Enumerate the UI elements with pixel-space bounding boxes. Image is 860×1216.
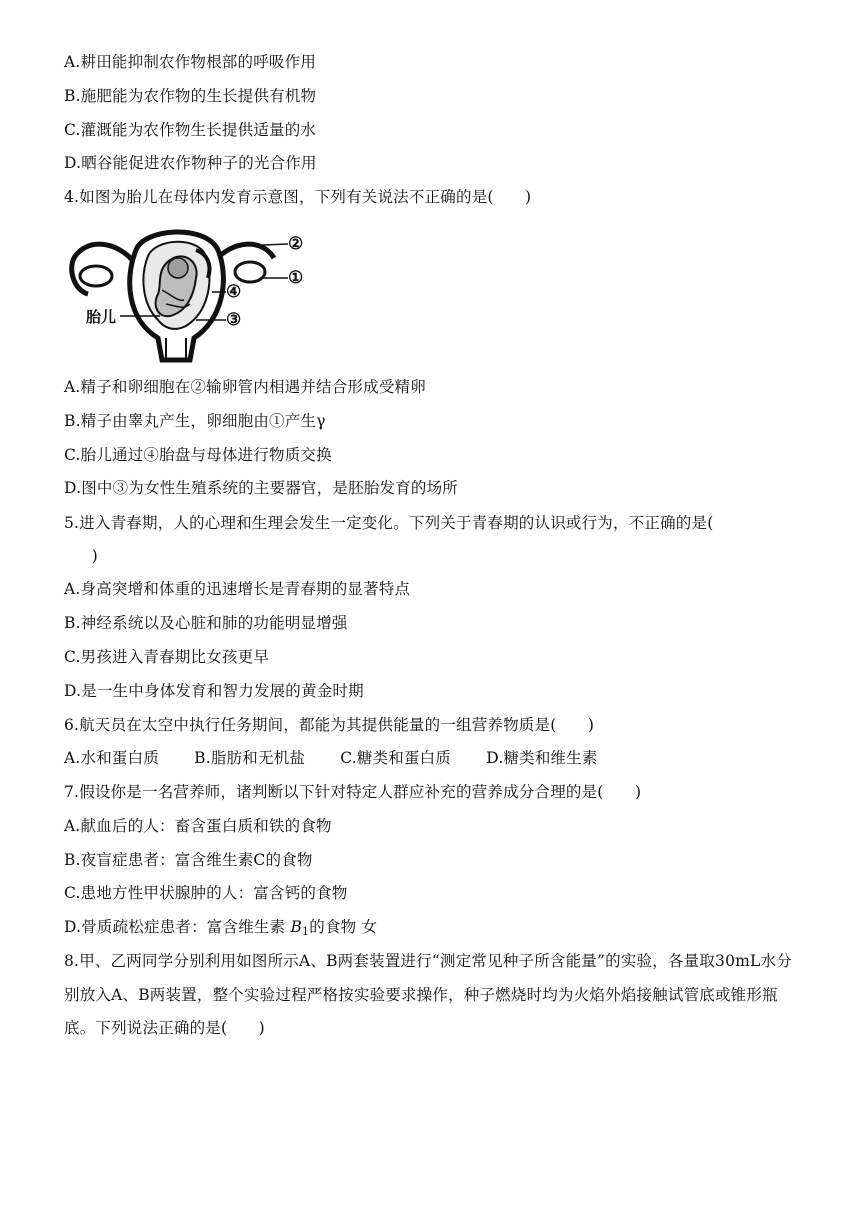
q7-option-d-subscript: 1 (302, 925, 310, 938)
q4-option-a: A.精子和卵细胞在②输卵管内相遇并结合形成受精卵 (64, 378, 426, 396)
q3-option-c: C.灌溉能为农作物生长提供适量的水 (64, 121, 317, 139)
q5-stem-line1: 5.进入青春期，人的心理和生理会发生一定变化。下列关于青春期的认识或行为，不正确的是( (64, 514, 714, 532)
q6-option-b: B.脂肪和无机盐 (194, 749, 306, 767)
q6-option-d: D.糖类和维生素 (486, 749, 598, 767)
q7-option-d-suffix: 的食物 女 (309, 918, 378, 936)
fetus-uterus-figure (66, 220, 306, 368)
figure-marker-2: ② (288, 234, 304, 254)
q6-option-a: A.水和蛋白质 (64, 749, 160, 767)
q6-stem: 6.航天员在太空中执行任务期间，都能为其提供能量的一组营养物质是( ) (64, 716, 595, 734)
q5-option-d: D.是一生中身体发育和智力发展的黄金时期 (64, 682, 364, 700)
q3-option-a: A.耕田能抑制农作物根部的呼吸作用 (64, 53, 317, 71)
q7-option-b: B.夜盲症患者：富含维生素C的食物 (64, 851, 313, 869)
figure-marker-1: ① (288, 268, 304, 288)
q6-options-row (64, 747, 628, 769)
q3-option-b: B.施肥能为农作物的生长提供有机物 (64, 87, 317, 105)
q5-option-a: A.身高突增和体重的迅速增长是青春期的显著特点 (64, 580, 411, 598)
q3-option-d: D.晒谷能促进农作物种子的光合作用 (64, 154, 317, 172)
q7-option-d (64, 916, 377, 943)
q5-option-c: C.男孩进入青春期比女孩更早 (64, 648, 270, 666)
q7-option-c: C.患地方性甲状腺肿的人：富含钙的食物 (64, 884, 348, 902)
q4-option-b: B.精子由睾丸产生，卵细胞由①产生γ (64, 412, 326, 430)
q4-option-d: D.图中③为女性生殖系统的主要器官，是胚胎发育的场所 (64, 479, 459, 497)
q5-option-b: B.神经系统以及心脏和肺的功能明显增强 (64, 614, 348, 632)
q7-option-a: A.献血后的人：畜含蛋白质和铁的食物 (64, 817, 332, 835)
uterus-diagram-icon (66, 220, 306, 368)
figure-marker-4: ④ (226, 282, 242, 302)
q7-stem: 7.假设你是一名营养师，诸判断以下针对特定人群应补充的营养成分合理的是( ) (64, 783, 642, 801)
q6-option-c: C.糖类和蛋白质 (340, 749, 452, 767)
figure-label-fetus: 胎儿 (86, 308, 117, 326)
q8-stem: 8.甲、乙两同学分别利用如图所示A、B两套装置进行“测定常见种子所含能量”的实验，各量取30mL水分别放入A、B两装置，整个实验过程严格按实验要求操作，种子燃烧时均为火焰外焰接触试管底或锥形瓶底。下列说法正确的是( ) (64, 952, 792, 1037)
figure-marker-3: ③ (226, 310, 242, 330)
q7-option-d-prefix: D.骨质疏松症患者：富含维生素 (64, 918, 286, 936)
q7-option-d-variable: B (290, 918, 303, 936)
q4-option-c: C.胎儿通过④胎盘与母体进行物质交换 (64, 446, 332, 464)
q4-stem: 4.如图为胎儿在母体内发育示意图，下列有关说法不正确的是( ) (64, 188, 532, 206)
q5-stem-line2: ) (76, 547, 98, 565)
